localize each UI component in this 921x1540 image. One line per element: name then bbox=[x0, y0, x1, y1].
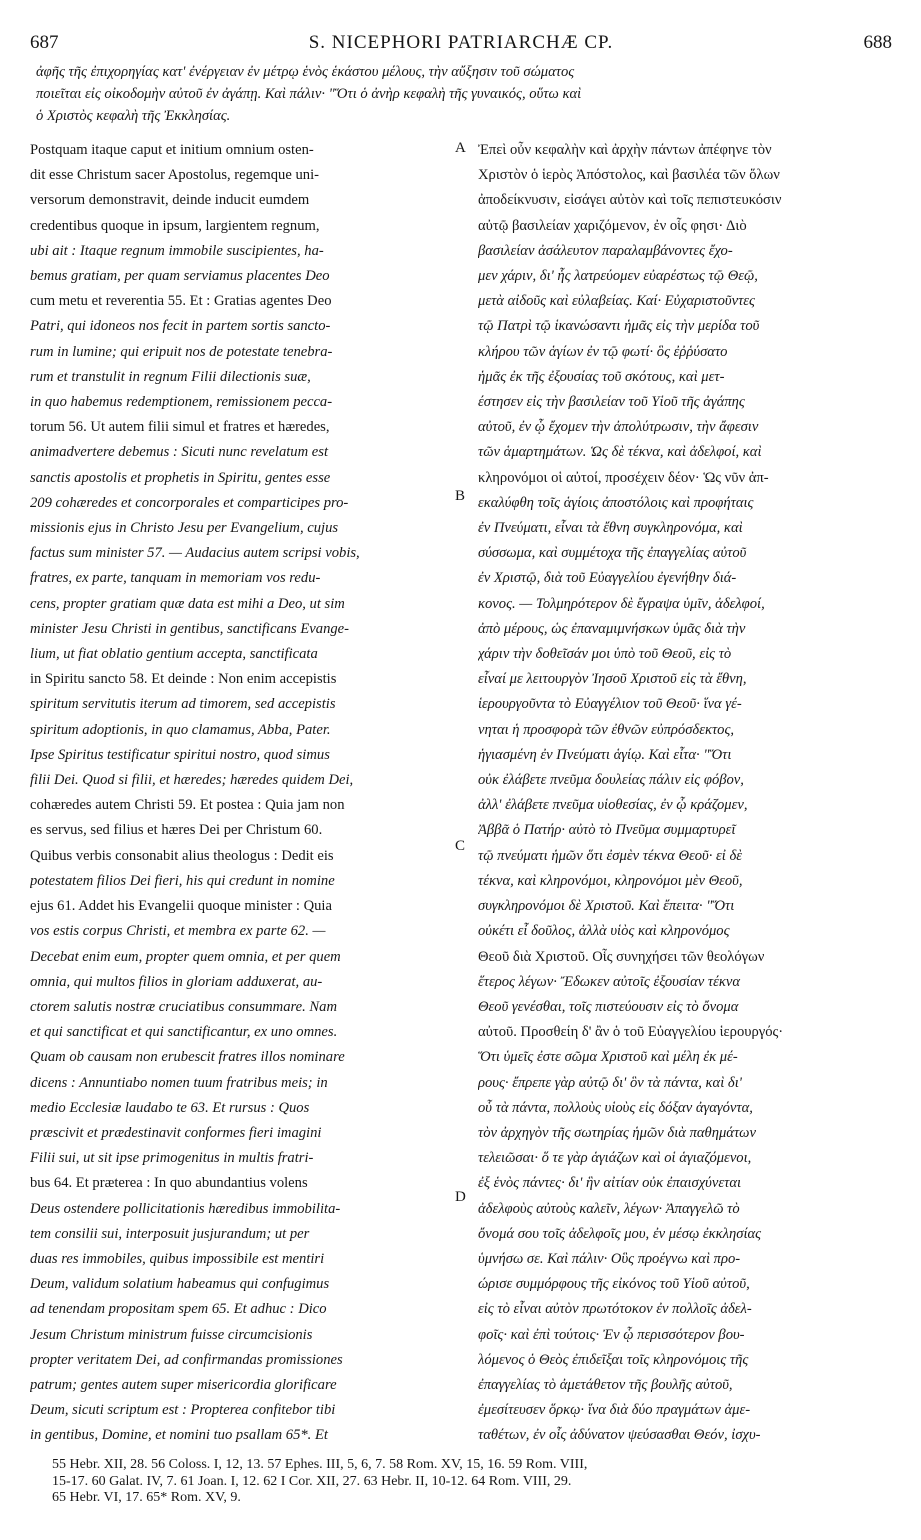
latin-line: omnia, qui multos filios in gloriam adduxerat, au- bbox=[30, 973, 323, 990]
greek-line: μετὰ αἰδοῦς καὶ εὐλαβείας. Καί· Εὐχαριστοῦντες bbox=[478, 293, 755, 310]
greek-line: Χριστὸν ὁ ἱερὸς Ἀπόστολος, καὶ βασιλέα τῶν ὅλων bbox=[478, 167, 780, 184]
latin-line: minister Jesu Christi in gentibus, sanctificans Evange- bbox=[30, 620, 350, 637]
greek-line: ἀποδείκνυσιν, εἰσάγει αὐτὸν καὶ τοῖς πεπιστευκόσιν bbox=[478, 192, 782, 209]
latin-line: cohæredes autem Christi 59. Et postea : Quia jam non bbox=[30, 797, 345, 814]
latin-line: Postquam itaque caput et initium omnium osten- bbox=[30, 142, 314, 158]
greek-line: ἀπὸ μέρους, ὡς ἐπαναμιμνήσκων ὑμᾶς διὰ τὴν bbox=[478, 620, 746, 637]
latin-line: Patri, qui idoneos nos fecit in partem sortis sancto- bbox=[30, 318, 331, 335]
latin-line: in gentibus, Domine, et nomini tuo psallam 65*. Et bbox=[30, 1427, 328, 1444]
greek-line: ἀδελφοὺς αὐτοὺς καλεῖν, λέγων· Ἀπαγγελῶ τὸ bbox=[478, 1200, 740, 1217]
latin-line: ejus 61. Addet his Evangelii quoque minister : Quia bbox=[30, 898, 332, 915]
latin-line: lium, ut fiat oblatio gentium accepta, sanctificata bbox=[30, 646, 318, 663]
latin-line: dit esse Christum sacer Apostolus, regemque uni- bbox=[30, 167, 319, 184]
greek-line: εἰς τὸ εἶναι αὐτὸν πρωτότοκον ἐν πολλοῖς ἀδελ- bbox=[478, 1301, 752, 1318]
latin-line: potestatem filios Dei fieri, his qui credunt in nomine bbox=[30, 872, 335, 889]
latin-line: cum metu et reverentia 55. Et : Gratias agentes Deo bbox=[30, 293, 332, 310]
greek-line: εκαλύφθη τοῖς ἁγίοις ἀποστόλοις καὶ προφήταις bbox=[478, 494, 754, 511]
greek-line: κλήρου τῶν ἁγίων ἐν τῷ φωτί· ὃς ἐῤῥύσατο bbox=[478, 343, 728, 360]
latin-line: spiritum adoptionis, in quo clamamus, Abba, Pater. bbox=[30, 721, 331, 738]
latin-line: rum in lumine; qui eripuit nos de potestate tenebra- bbox=[30, 343, 333, 360]
latin-line: animadvertere debemus : Sicuti nunc revelatum est bbox=[30, 444, 329, 461]
greek-line: ἐν Χριστῷ, διὰ τοῦ Εὐαγγελίου ἐγενήθην διά- bbox=[478, 570, 737, 587]
greek-line: ἐξ ἑνὸς πάντες· δι' ἣν αἰτίαν οὐκ ἐπαισχύνεται bbox=[478, 1175, 742, 1192]
greek-line: σύσσωμα, καὶ συμμέτοχα τῆς ἐπαγγελίας αὐτοῦ bbox=[478, 545, 747, 562]
margin-letter-c: C bbox=[455, 838, 466, 854]
latin-line: missionis ejus in Christo Jesu per Evangelium, cujus bbox=[30, 520, 339, 537]
latin-line: versorum demonstravit, deinde inducit eumdem bbox=[30, 192, 310, 209]
greek-line: βασιλείαν ἀσάλευτον παραλαμβάνοντες ἔχο- bbox=[478, 242, 733, 259]
greek-line: τῷ πνεύματι ἡμῶν ὅτι ἐσμὲν τέκνα Θεοῦ· εἰ δὲ bbox=[478, 847, 743, 864]
greek-line: τελειῶσαι· ὅ τε γὰρ ἁγιάζων καὶ οἱ ἁγιαζόμενοι, bbox=[478, 1150, 752, 1167]
greek-line: ταθέτων, ἐν οἷς ἀδύνατον ψεύσασθαι Θεόν, ἰσχυ- bbox=[478, 1427, 761, 1444]
greek-line: κληρονόμοι οἱ αὐτοί, προσέχειν δέον· Ὡς νῦν ἀπ- bbox=[478, 469, 769, 486]
latin-line: spiritum servitutis iterum ad timorem, sed accepistis bbox=[30, 696, 336, 713]
latin-line: es servus, sed filius et hæres Dei per Christum 60. bbox=[30, 822, 323, 839]
greek-line: συγκληρονόμοι δὲ Χριστοῦ. Καὶ ἔπειτα· "Ὅτι bbox=[478, 898, 735, 915]
latin-line: tem consilii sui, interposuit jusjurandum; ut per bbox=[30, 1225, 310, 1242]
greek-line: χάριν τὴν δοθεῖσάν μοι ὑπὸ τοῦ Θεοῦ, εἰς τὸ bbox=[478, 646, 732, 663]
greek-line: αὐτῷ βασιλείαν χαριζόμενον, ἐν οἷς φησι· Διὸ bbox=[478, 217, 747, 234]
greek-line: φοῖς· καὶ ἐπὶ τούτοις· Ἐν ᾧ περισσότερον βου- bbox=[478, 1326, 745, 1343]
latin-line: fratres, ex parte, tanquam in memoriam vos redu- bbox=[30, 570, 321, 587]
latin-line: duas res immobiles, quibus impossibile est mentiri bbox=[30, 1250, 325, 1267]
greek-line: ἕτερος λέγων· Ἔδωκεν αὐτοῖς ἐξουσίαν τέκνα bbox=[478, 973, 740, 990]
greek-line: τέκνα, καὶ κληρονόμοι, κληρονόμοι μὲν Θεοῦ, bbox=[478, 872, 743, 889]
greek-line: ἱερουργοῦντα τὸ Εὐαγγέλιον τοῦ Θεοῦ· ἵνα γέ- bbox=[478, 696, 742, 713]
intro-line: ποιεῖται εἰς οἰκοδομὴν αὐτοῦ ἐν ἀγάπῃ. Καὶ πάλιν· "Ὅτι ὁ ἀνὴρ κεφαλὴ τῆς γυναικός, οὕτω καὶ bbox=[36, 86, 582, 102]
intro-line: ἀφῆς τῆς ἐπιχορηγίας κατ' ἐνέργειαν ἐν μέτρῳ ἑνὸς ἑκάστου μέλους, τὴν αὔξησιν τοῦ σώματος bbox=[36, 64, 575, 80]
latin-line: in quo habemus redemptionem, remissionem pecca- bbox=[30, 394, 333, 411]
greek-line: Ἐπεὶ οὖν κεφαλὴν καὶ ἀρχὴν πάντων ἀπέφηνε τὸν bbox=[478, 142, 772, 158]
greek-line: οὐκέτι εἶ δοῦλος, ἀλλὰ υἱὸς καὶ κληρονόμος bbox=[478, 923, 730, 940]
latin-line: bus 64. Et præterea : In quo abundantius volens bbox=[30, 1175, 308, 1192]
greek-line: ἡμᾶς ἐκ τῆς ἐξουσίας τοῦ σκότους, καὶ μετ- bbox=[478, 368, 725, 385]
latin-line: torum 56. Ut autem filii simul et fratres et hæredes, bbox=[30, 419, 330, 436]
greek-line: αὐτοῦ. Προσθείη δ' ἂν ὁ τοῦ Εὐαγγελίου ἱερουργός· bbox=[478, 1024, 784, 1041]
latin-line: bemus gratiam, per quam serviamus placentes Deo bbox=[30, 268, 330, 285]
latin-line: medio Ecclesiæ laudabo te 63. Et rursus : Quos bbox=[30, 1099, 310, 1116]
greek-line: Ἀββᾶ ὁ Πατήρ· αὐτὸ τὸ Πνεῦμα συμμαρτυρεῖ bbox=[478, 822, 736, 839]
greek-line: τὸν ἀρχηγὸν τῆς σωτηρίας ἡμῶν διὰ παθημάτων bbox=[478, 1124, 756, 1141]
latin-line: Deum, sicuti scriptum est : Propterea confitebor tibi bbox=[30, 1402, 336, 1419]
page-number-left: 687 bbox=[30, 32, 59, 53]
greek-line: Ὅτι ὑμεῖς ἐστε σῶμα Χριστοῦ καὶ μέλη ἐκ μέ- bbox=[478, 1049, 738, 1066]
latin-line: ctorem salutis nostræ cruciatibus consummare. Nam bbox=[30, 998, 338, 1015]
latin-line: Decebat enim eum, propter quem omnia, et per quem bbox=[30, 948, 341, 965]
footnote-line: 55 Hebr. XII, 28. 56 Coloss. I, 12, 13. 57 Ephes. III, 5, 6, 7. 58 Rom. XV, 15, 16. 59 Rom. VIII, bbox=[52, 1457, 588, 1472]
greek-line: εἶναί με λειτουργὸν Ἰησοῦ Χριστοῦ εἰς τὰ ἔθνη, bbox=[478, 671, 747, 688]
latin-line: sanctis apostolis et prophetis in Spiritu, gentes esse bbox=[30, 469, 331, 486]
margin-letter-a: A bbox=[455, 140, 466, 156]
latin-line: Jesum Christum ministrum fuisse circumcisionis bbox=[30, 1326, 313, 1343]
latin-line: factus sum minister 57. — Audacius autem scripsi vobis, bbox=[30, 545, 360, 562]
margin-letter-b: B bbox=[455, 488, 466, 504]
latin-line: præscivit et prædestinavit conformes fieri imagini bbox=[30, 1124, 322, 1141]
page-header bbox=[30, 32, 892, 58]
greek-line: αὐτοῦ, ἐν ᾧ ἔχομεν τὴν ἀπολύτρωσιν, τὴν ἄφεσιν bbox=[478, 419, 759, 436]
latin-line: in Spiritu sancto 58. Et deinde : Non enim accepistis bbox=[30, 671, 337, 688]
greek-line: ἐν Πνεύματι, εἶναι τὰ ἔθνη συγκληρονόμα, καὶ bbox=[478, 520, 743, 537]
footnotes bbox=[52, 1457, 892, 1507]
intro-line: ὁ Χριστὸς κεφαλὴ τῆς Ἐκκλησίας. bbox=[36, 108, 231, 124]
greek-line: τῷ Πατρὶ τῷ ἱκανώσαντι ἡμᾶς εἰς τὴν μερίδα τοῦ bbox=[478, 318, 760, 335]
running-title: S. NICEPHORI PATRIARCHÆ CP. bbox=[308, 32, 614, 53]
greek-line: ώρισε συμμόρφους τῆς εἰκόνος τοῦ Υἱοῦ αὐτοῦ, bbox=[478, 1276, 750, 1293]
latin-line: ubi ait : Itaque regnum immobile suscipientes, ha- bbox=[30, 242, 324, 259]
margin-letter-d: D bbox=[455, 1189, 466, 1205]
latin-line: propter veritatem Dei, ad confirmandas promissiones bbox=[30, 1351, 343, 1368]
latin-line: vos estis corpus Christi, et membra ex parte 62. — bbox=[30, 923, 326, 940]
latin-line: patrum; gentes autem super misericordia glorificare bbox=[30, 1376, 337, 1393]
latin-column bbox=[30, 138, 448, 1449]
greek-line: ἡγιασμένη ἐν Πνεύματι ἁγίῳ. Καὶ εἶτα· "Ὅτι bbox=[478, 746, 732, 763]
latin-line: filii Dei. Quod si filii, et hæredes; hæredes quidem Dei, bbox=[30, 772, 354, 789]
latin-line: Quam ob causam non erubescit fratres illos nominare bbox=[30, 1049, 345, 1066]
latin-line: Filii sui, ut sit ipse primogenitus in multis fratri- bbox=[30, 1150, 314, 1167]
greek-line: τῶν ἁμαρτημάτων. Ὡς δὲ τέκνα, καὶ ἀδελφοί, καὶ bbox=[478, 444, 762, 461]
greek-line: ὄνομά σου τοῖς ἀδελφοῖς μου, ἐν μέσῳ ἐκκλησίας bbox=[478, 1225, 762, 1242]
greek-line: νηται ἡ προσφορὰ τῶν ἐθνῶν εὐπρόσδεκτος, bbox=[478, 721, 735, 738]
page-number-right: 688 bbox=[863, 32, 892, 53]
greek-line: λόμενος ὁ Θεὸς ἐπιδεῖξαι τοῖς κληρονόμοις τῆς bbox=[478, 1351, 749, 1368]
greek-line: έστησεν εἰς τὴν βασιλείαν τοῦ Υἱοῦ τῆς ἀγάπης bbox=[478, 394, 745, 411]
greek-line: ἀλλ' ἐλάβετε πνεῦμα υἱοθεσίας, ἐν ᾧ κράζομεν, bbox=[478, 797, 748, 814]
latin-line: Ipse Spiritus testificatur spiritui nostro, quod simus bbox=[30, 746, 330, 763]
footnote-line: 15-17. 60 Galat. IV, 7. 61 Joan. I, 12. 62 I Cor. XII, 27. 63 Hebr. II, 10-12. 64 Rom. VIII, 29. bbox=[52, 1473, 572, 1489]
greek-line: μεν χάριν, δι' ἧς λατρεύομεν εὐαρέστως τῷ Θεῷ, bbox=[478, 268, 758, 285]
latin-line: dicens : Annuntiabo nomen tuum fratribus meis; in bbox=[30, 1074, 328, 1091]
latin-line: cens, propter gratiam quæ data est mihi a Deo, ut sim bbox=[30, 595, 345, 612]
latin-line: Deum, validum solatium habeamus qui confugimus bbox=[30, 1276, 330, 1293]
greek-line: Θεοῦ διὰ Χριστοῦ. Οἷς συνηχήσει τῶν θεολόγων bbox=[478, 948, 765, 965]
latin-line: 209 cohæredes et concorporales et comparticipes pro- bbox=[30, 494, 349, 511]
greek-line: οὗ τὰ πάντα, πολλοὺς υἱοὺς εἰς δόξαν ἀγαγόντα, bbox=[478, 1099, 753, 1116]
greek-line: κονος. — Τολμηρότερον δὲ ἔγραψα ὑμῖν, ἀδελφοί, bbox=[478, 595, 765, 612]
greek-line: ὑμνήσω σε. Καὶ πάλιν· Οὓς προέγνω καὶ προ- bbox=[478, 1250, 741, 1267]
greek-line: ἐπαγγελίας τὸ ἀμετάθετον τῆς βουλῆς αὐτοῦ, bbox=[478, 1376, 733, 1393]
latin-line: et qui sanctificat et qui sanctificantur, ex uno omnes. bbox=[30, 1024, 338, 1041]
latin-line: Deus ostendere pollicitationis hæredibus immobilita- bbox=[30, 1200, 341, 1217]
greek-line: οὐκ ἐλάβετε πνεῦμα δουλείας πάλιν εἰς φόβον, bbox=[478, 772, 744, 789]
greek-line: ρους· ἔπρεπε γὰρ αὐτῷ δι' ὃν τὰ πάντα, καὶ δι' bbox=[478, 1074, 742, 1091]
latin-line: credentibus quoque in ipsum, largientem regnum, bbox=[30, 217, 320, 234]
latin-line: ad tenendam propositam spem 65. Et adhuc : Dico bbox=[30, 1301, 327, 1318]
latin-line: Quibus verbis consonabit alius theologus : Dedit eis bbox=[30, 847, 334, 864]
greek-line: ἐμεσίτευσεν ὅρκῳ· ἵνα διὰ δύο πραγμάτων ἀμε- bbox=[478, 1402, 751, 1419]
latin-line: rum et transtulit in regnum Filii dilectionis suæ, bbox=[30, 368, 311, 385]
footnote-line: 65 Hebr. VI, 17. 65* Rom. XV, 9. bbox=[52, 1490, 241, 1505]
greek-line: Θεοῦ γενέσθαι, τοῖς πιστεύουσιν εἰς τὸ ὄνομα bbox=[478, 998, 739, 1015]
greek-column bbox=[478, 138, 886, 1449]
